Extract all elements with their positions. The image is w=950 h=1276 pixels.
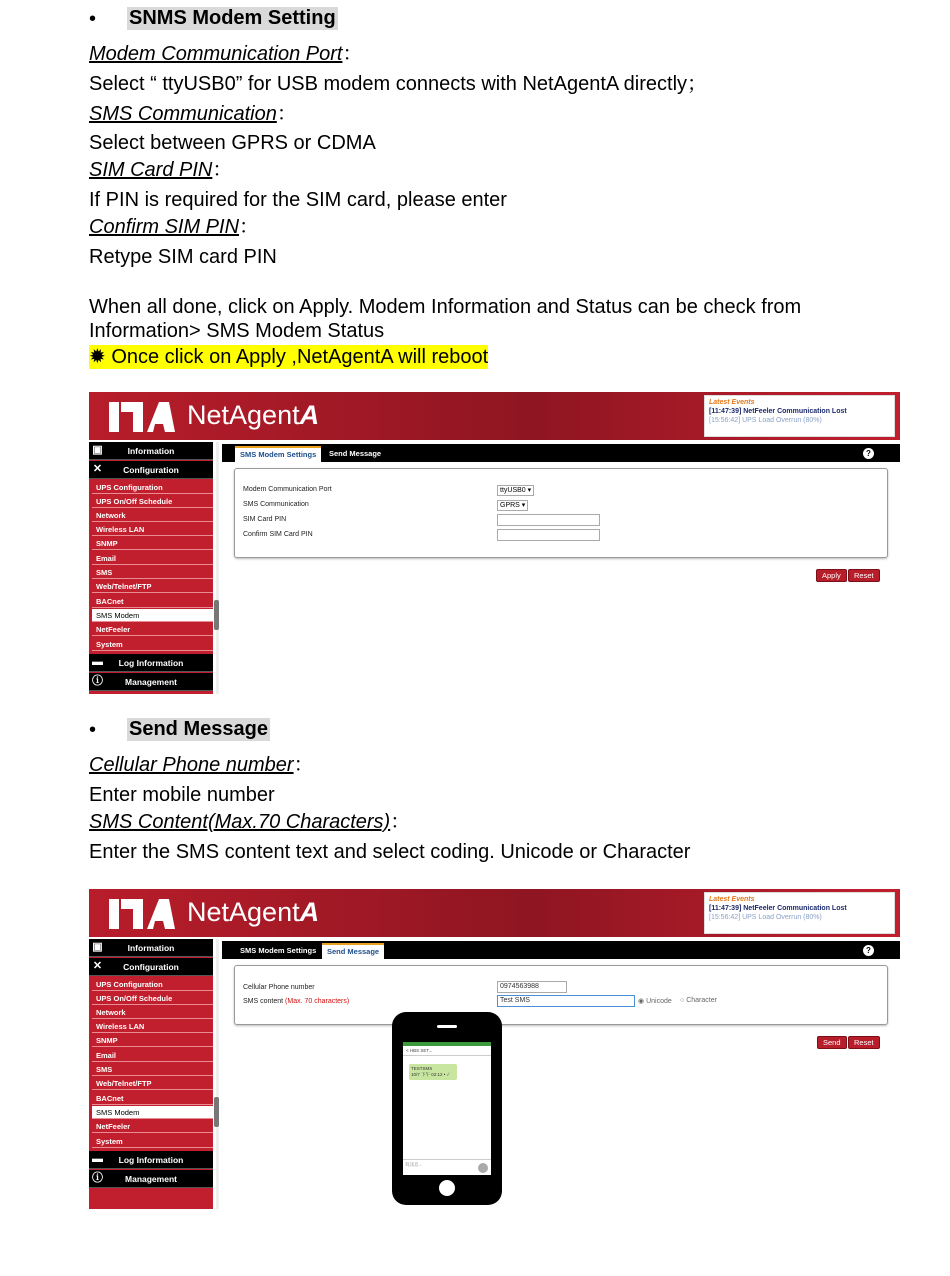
sidebar-item-sms[interactable]: SMS <box>92 566 213 579</box>
phone-message-text: TESTSMS <box>411 1066 433 1071</box>
term-sms-content: SMS Content(Max.70 Characters) <box>89 811 391 833</box>
tab-send-message[interactable]: Send Message <box>322 943 384 959</box>
sidebar <box>89 939 213 1209</box>
label-sms-content <box>243 998 349 1005</box>
event-item[interactable]: [11:47:39] NetFeeler Communication Lost <box>709 905 847 912</box>
label-sim-pin: SIM Card PIN <box>243 516 287 523</box>
sidebar-item-ups-configuration[interactable]: UPS Configuration <box>92 481 213 494</box>
bullet: • <box>89 8 97 30</box>
information-icon: ▣ <box>92 444 103 456</box>
brand-agent: Agent <box>229 400 300 430</box>
desc-modem-port: Select “ ttyUSB0” for USB modem connects with NetAgentA directly； <box>89 73 708 95</box>
sms-communication-select[interactable]: GPRS ▾ <box>497 500 528 511</box>
events-title: Latest Events <box>709 896 755 903</box>
note-line-1: When all done, click on Apply. Modem Information and Status can be check from <box>89 296 802 318</box>
desc-confirm-sim-pin: Retype SIM card PIN <box>89 246 277 268</box>
sidebar-item-bacnet[interactable]: BACnet <box>92 1092 213 1105</box>
sidebar-item-system[interactable]: System <box>92 638 213 651</box>
sidebar-item-bacnet[interactable]: BACnet <box>92 595 213 608</box>
sidebar-management[interactable] <box>89 673 213 691</box>
folder-icon: ▬ <box>92 656 103 668</box>
sidebar-item-network[interactable]: Network <box>92 509 213 522</box>
sidebar-item-sms-modem[interactable]: SMS Modem <box>92 609 213 622</box>
colon: ： <box>239 216 260 238</box>
term-confirm-sim-pin: Confirm SIM PIN <box>89 216 240 238</box>
phone-speaker <box>437 1025 457 1028</box>
brand-name <box>187 897 319 928</box>
tab-bar <box>222 941 900 959</box>
sidebar-label: Log Information <box>118 658 184 668</box>
sidebar-item-netfeeler[interactable]: NetFeeler <box>92 1120 213 1133</box>
sidebar-item-ups-schedule[interactable]: UPS On/Off Schedule <box>92 495 213 508</box>
phone-message-bubble <box>409 1064 457 1080</box>
term-line <box>89 753 314 777</box>
sidebar-item-email[interactable]: Email <box>92 1049 213 1062</box>
tab-bar <box>222 444 900 462</box>
label-confirm-sim-pin: Confirm SIM Card PIN <box>243 531 313 538</box>
sidebar-item-netfeeler[interactable]: NetFeeler <box>92 623 213 636</box>
folder-icon: ▬ <box>92 1153 103 1165</box>
term-line <box>89 102 297 126</box>
phone-compose-placeholder: 寫訊息... <box>405 1162 423 1167</box>
info-icon: ⓘ <box>92 675 103 687</box>
sidebar-label: Configuration <box>123 465 179 475</box>
send-button[interactable]: Send <box>817 1036 847 1049</box>
sidebar <box>89 442 213 694</box>
phone-send-icon <box>478 1163 488 1173</box>
brand-a: A <box>299 400 320 430</box>
term-line <box>89 158 232 182</box>
sidebar-log-information[interactable] <box>89 1151 213 1169</box>
sms-content-max: (Max. 70 characters) <box>285 998 350 1005</box>
cellular-phone-input[interactable]: 0974563988 <box>497 981 567 993</box>
help-icon[interactable]: ? <box>863 448 874 459</box>
radio-character-label: Character <box>686 997 717 1004</box>
tools-icon: ✕ <box>92 463 103 475</box>
brand-name <box>187 400 319 431</box>
sidebar-item-sms-modem[interactable]: SMS Modem <box>92 1106 213 1119</box>
event-item[interactable]: [15:56:42] UPS Load Overrun (80%) <box>709 914 822 921</box>
term-sms-communication: SMS Communication <box>89 103 277 125</box>
netagent-logo-icon <box>107 398 177 434</box>
phone-home-button <box>439 1180 455 1196</box>
sidebar-information[interactable] <box>89 442 213 460</box>
brand-agent: Agent <box>229 897 300 927</box>
sidebar-log-information[interactable] <box>89 654 213 672</box>
sidebar-collapse-handle[interactable] <box>214 600 219 630</box>
sidebar-divider <box>216 939 219 1209</box>
app-header <box>89 889 900 937</box>
settings-panel <box>234 468 888 558</box>
sidebar-management[interactable] <box>89 1170 213 1188</box>
sidebar-collapse-handle[interactable] <box>214 1097 219 1127</box>
phone-screen <box>403 1042 491 1175</box>
sidebar-label: Log Information <box>118 1155 184 1165</box>
sidebar-item-ups-schedule[interactable]: UPS On/Off Schedule <box>92 992 213 1005</box>
label-modem-port: Modem Communication Port <box>243 486 332 493</box>
radio-character[interactable]: ○ Character <box>680 997 717 1004</box>
section-heading-send-message: Send Message <box>129 718 268 740</box>
brand-net: Net <box>187 400 230 430</box>
radio-unicode-label: Unicode <box>646 998 672 1005</box>
sidebar-item-wireless-lan[interactable]: Wireless LAN <box>92 523 213 536</box>
sidebar-label: Configuration <box>123 962 179 972</box>
information-icon: ▣ <box>92 941 103 953</box>
bullet: • <box>89 719 97 741</box>
brand-a: A <box>299 897 320 927</box>
app-header <box>89 392 900 440</box>
sidebar-label: Management <box>125 1174 177 1184</box>
sidebar-information[interactable] <box>89 939 213 957</box>
label-cellular-phone: Cellular Phone number <box>243 984 315 991</box>
netagent-screenshot-modem-settings <box>89 392 900 694</box>
colon: ： <box>342 43 363 65</box>
sim-pin-input[interactable] <box>497 514 600 526</box>
info-icon: ⓘ <box>92 1172 103 1184</box>
events-title: Latest Events <box>709 399 755 406</box>
reboot-warning: ✹ Once click on Apply ,NetAgentA will reboot <box>89 346 489 368</box>
term-modem-port: Modem Communication Port <box>89 43 343 65</box>
sidebar-item-ups-configuration[interactable]: UPS Configuration <box>92 978 213 991</box>
modem-port-select[interactable]: ttyUSB0 ▾ <box>497 485 534 496</box>
colon: ： <box>293 754 314 776</box>
note-line-2: Information> SMS Modem Status <box>89 320 385 342</box>
term-line <box>89 42 362 66</box>
desc-cellular-phone: Enter mobile number <box>89 784 275 806</box>
sidebar-item-email[interactable]: Email <box>92 552 213 565</box>
section-heading-modem-setting: SNMS Modem Setting <box>129 7 336 29</box>
desc-sim-pin: If PIN is required for the SIM card, please enter <box>89 189 507 211</box>
reset-button[interactable]: Reset <box>848 569 880 582</box>
sidebar-divider <box>216 442 219 694</box>
latest-events-box <box>704 395 895 437</box>
send-message-panel <box>234 965 888 1025</box>
tools-icon: ✕ <box>92 960 103 972</box>
help-icon[interactable]: ? <box>863 945 874 956</box>
sidebar-configuration[interactable] <box>89 461 213 479</box>
sms-content-input[interactable]: Test SMS <box>497 995 635 1007</box>
sidebar-label: Information <box>127 446 175 456</box>
latest-events-box <box>704 892 895 934</box>
sidebar-item-system[interactable]: System <box>92 1135 213 1148</box>
phone-compose-bar <box>403 1159 491 1175</box>
sidebar-label: Management <box>125 677 177 687</box>
sidebar-item-web-telnet-ftp[interactable]: Web/Telnet/FTP <box>92 580 213 593</box>
sidebar-item-snmp[interactable]: SNMP <box>92 1034 213 1047</box>
colon: ： <box>276 103 297 125</box>
smartphone-illustration <box>392 1012 502 1205</box>
tab-sms-modem-settings[interactable]: SMS Modem Settings <box>235 446 321 462</box>
event-item[interactable]: [15:56:42] UPS Load Overrun (80%) <box>709 417 822 424</box>
radio-unicode[interactable]: ◉ Unicode <box>638 998 672 1005</box>
sidebar-item-network[interactable]: Network <box>92 1006 213 1019</box>
sidebar-label: Information <box>127 943 175 953</box>
desc-sms-communication: Select between GPRS or CDMA <box>89 132 376 154</box>
reset-button[interactable]: Reset <box>848 1036 880 1049</box>
term-line <box>89 810 410 834</box>
sidebar-item-web-telnet-ftp[interactable]: Web/Telnet/FTP <box>92 1077 213 1090</box>
phone-message-time: 10/7 下午 02:12 • ✓ <box>411 1072 450 1077</box>
sidebar-item-sms[interactable]: SMS <box>92 1063 213 1076</box>
event-item[interactable]: [11:47:39] NetFeeler Communication Lost <box>709 408 847 415</box>
label-sms-communication: SMS Communication <box>243 501 309 508</box>
colon: ： <box>212 159 233 181</box>
term-cellular-phone: Cellular Phone number <box>89 754 294 776</box>
phone-app-bar: < HBS SET... <box>403 1046 491 1056</box>
term-sim-pin: SIM Card PIN <box>89 159 213 181</box>
tab-send-message[interactable]: Send Message <box>329 449 382 458</box>
term-line <box>89 215 259 239</box>
colon: ： <box>390 811 411 833</box>
sidebar-item-snmp[interactable]: SNMP <box>92 537 213 550</box>
sms-content-label-text: SMS content <box>243 998 284 1005</box>
sidebar-item-wireless-lan[interactable]: Wireless LAN <box>92 1020 213 1033</box>
brand-net: Net <box>187 897 230 927</box>
desc-sms-content: Enter the SMS content text and select coding. Unicode or Character <box>89 841 691 863</box>
netagent-logo-icon <box>107 895 177 931</box>
sidebar-configuration[interactable] <box>89 958 213 976</box>
confirm-sim-pin-input[interactable] <box>497 529 600 541</box>
apply-button[interactable]: Apply <box>816 569 847 582</box>
tab-sms-modem-settings[interactable]: SMS Modem Settings <box>240 946 317 955</box>
